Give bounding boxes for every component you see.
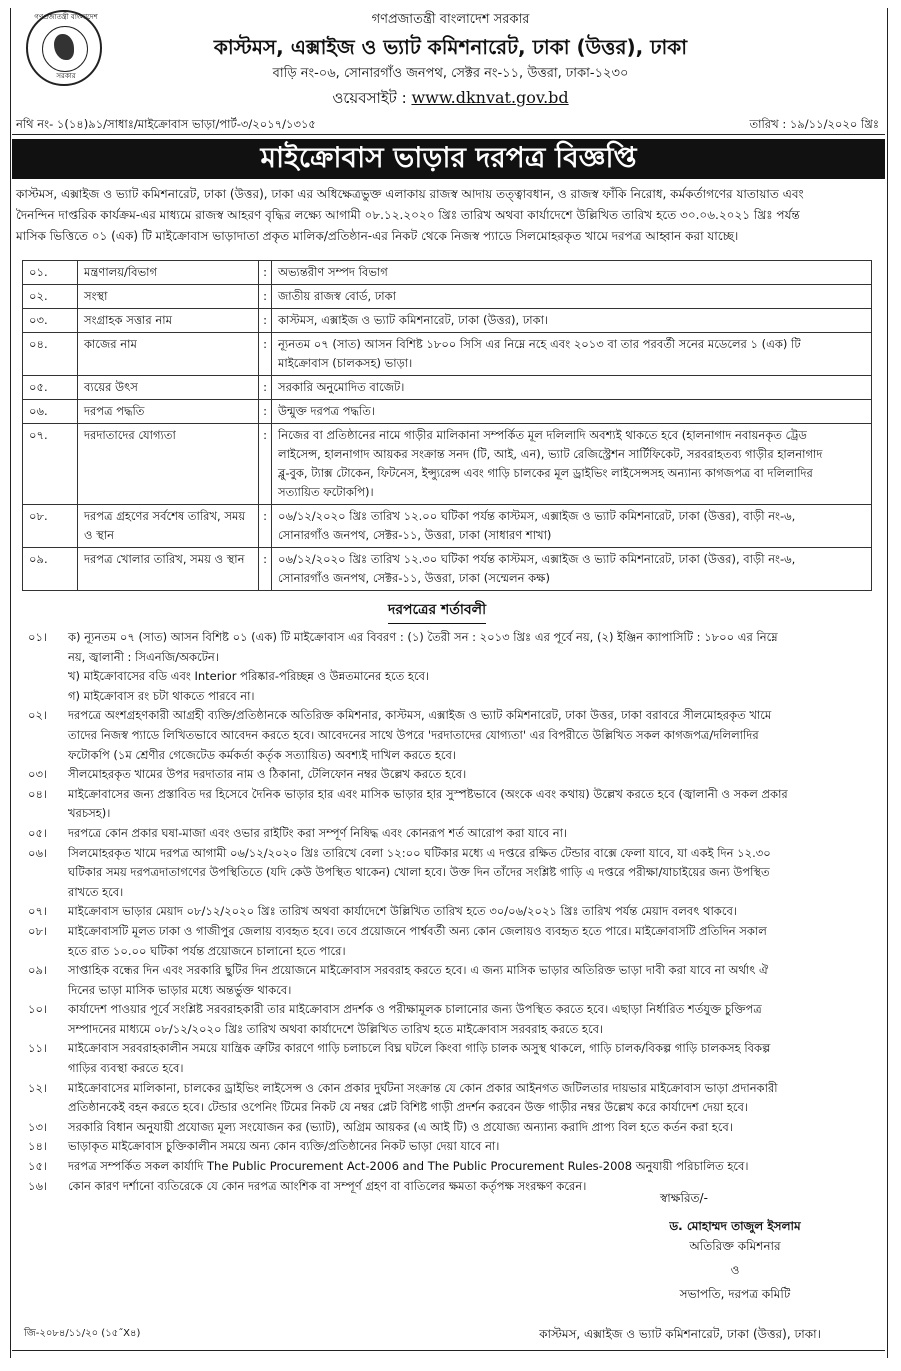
row-colon: :: [259, 548, 272, 591]
term-text: [68, 844, 874, 903]
row-value: [272, 400, 872, 424]
signatory-title: অতিরিক্ত কমিশনার: [689, 1239, 781, 1253]
term-number: ১৫।: [28, 1159, 48, 1174]
row-number: ০২.: [23, 285, 78, 309]
row-value: [272, 424, 872, 505]
term-number: ০৯।: [28, 963, 48, 978]
table-row: [23, 376, 872, 400]
row-value-line: ব্লু-বুক, ট্যাক্স টোকেন, ফিটনেস, ইন্স্যুরেন্স এবং গাড়ি চালকের মূল ড্রাইভিং লাইসেন্সসহ অন্যান্য কাগজপত্র বা দলিলাদির: [278, 466, 813, 480]
term-line: সীলমোহরকৃত খামের উপর দরদাতার নাম ও ঠিকানা, টেলিফোন নম্বর উল্লেখ করতে হবে।: [68, 767, 467, 782]
row-number: ০১.: [23, 261, 78, 285]
term-item: [28, 961, 874, 1000]
term-line: তাদের নিজস্ব প্যাডে লিখিতভাবে আবেদন করতে হবে। আবেদনের সাথে উপরে 'দরদাতাদের যোগ্যতা' এর বিপরীতে উল্লিখিত সকল কাগজপত্র/দলিলাদির: [68, 727, 759, 742]
term-text: [68, 1039, 874, 1078]
term-line: সম্পাদনের মাধ্যমে ০৮/১২/২০২০ খ্রিঃ তারিখ অথবা কার্যাদেশে উল্লিখিত তারিখ হতে মাইক্রোবাস সরবরাহ করতে হবে।: [68, 1021, 604, 1036]
row-value: [272, 505, 872, 548]
term-text: [68, 765, 874, 785]
term-number: ১৪।: [28, 1139, 48, 1154]
term-line: দরপত্রে কোন প্রকার ঘষা-মাজা এবং ওভার রাইটিং করা সম্পূর্ণ নিষিদ্ধ এবং কোনরূপ শর্ত আরোপ করা যাবে না।: [68, 825, 568, 840]
term-item: [28, 1137, 874, 1157]
terms-heading: দরপত্রের শর্তাবলী: [388, 598, 486, 624]
table-row: [23, 285, 872, 309]
row-label: দরদাতাদের যোগ্যতা: [78, 424, 259, 505]
term-line: মাইক্রোবাসের মালিকানা, চালকের ড্রাইভিং লাইসেন্স ও কোন প্রকার দুর্ঘটনা সংক্রান্ত যে কোন প্রকার আইনগত জটিলতার দায়ভার মাইক্রোবাস ভাড়া প্রদানকারী: [68, 1080, 778, 1095]
term-line: গাড়ির ব্যবস্থা করতে হবে।: [68, 1061, 184, 1076]
term-line: ভাড়াকৃত মাইক্রোবাস চুক্তিকালীন সময়ে অন্য কোন ব্যক্তি/প্রতিষ্ঠানের নিকট ভাড়া দেয়া যাবে না।: [68, 1139, 500, 1154]
term-item: [28, 844, 874, 903]
term-text: [68, 1118, 874, 1138]
tender-info-table: [22, 260, 872, 591]
row-value-line: নিজের বা প্রতিষ্ঠানের নামে গাড়ীর মালিকানা সম্পর্কিত মূল দলিলাদি অবশ্যই থাকতে হবে (হালনাগাদ নবায়নকৃত ট্রেড: [278, 428, 807, 442]
term-text: [68, 961, 874, 1000]
term-item: [28, 1079, 874, 1118]
row-value-line: সরকারি অনুমোদিত বাজেট।: [278, 380, 405, 394]
term-text: [68, 824, 874, 844]
term-line: ঘটিকার সময় দরপত্রদাতাগণের উপস্থিতিতে (যদি কেউ উপস্থিত থাকেন) খোলা হবে। উক্ত দিন তাঁদের সংশ্লিষ্ট গাড়ি এ দপ্তরে পরীক্ষা/যাচাইয়ের জন্য উপস্থিত: [68, 865, 770, 880]
term-line: হতে রাত ১০.০০ ঘটিকা পর্যন্ত প্রয়োজনে চালানো হতে পারে।: [68, 943, 346, 958]
row-number: ০৭.: [23, 424, 78, 505]
row-colon: :: [259, 376, 272, 400]
row-value: [272, 333, 872, 376]
row-colon: :: [259, 333, 272, 376]
term-line: প্রতিষ্ঠানকেই বহন করতে হবে। টেন্ডার ওপেনিং টিমের নিকট যে নম্বর প্লেট বিশিষ্ট গাড়ী প্রদর্শন করবেন উক্ত গাড়ীর নম্বর উল্লেখ করে কার্যাদেশ দেয়া হবে।: [68, 1100, 749, 1115]
row-colon: :: [259, 400, 272, 424]
row-label: সংগ্রাহক সত্তার নাম: [78, 309, 259, 333]
row-label: দরপত্র গ্রহণের সর্বশেষ তারিখ, সময় ও স্থান: [78, 505, 259, 548]
notice-banner: [12, 139, 885, 179]
signatory-title-2: সভাপতি, দরপত্র কমিটি: [679, 1287, 791, 1301]
term-number: ০৩।: [28, 767, 48, 782]
term-line: ফটোকপি (১ম শ্রেণীর গেজেটেড কর্মকর্তা কর্তৃক সত্যায়িত) অবশ্যই দাখিল করতে হবে।: [68, 747, 457, 762]
table-row: [23, 505, 872, 548]
row-value-line: মাইক্রোবাস (চালকসহ) ভাড়া।: [278, 356, 413, 370]
row-label: দরপত্র খোলার তারিখ, সময় ও স্থান: [78, 548, 259, 591]
notice-title: মাইক্রোবাস ভাড়ার দরপত্র বিজ্ঞপ্তি: [260, 140, 637, 174]
term-line: সরকারি বিধান অনুযায়ী প্রযোজ্য মূল্য সংযোজন কর (ভ্যাট), অগ্রিম আয়কর (এ আই টি) ও প্রযোজ্য অন্যান্য করাদি প্রাপ্য বিল হতে কর্তন করা হবে।: [68, 1119, 733, 1134]
row-value-line: লাইসেন্স, হালনাগাদ আয়কর সংক্রান্ত সনদ (টি, আই, এন), ভ্যাট রেজিস্ট্রেশন সার্টিফিকেট, সরবরাহতব্য গাড়ীর হালনাগাদ: [278, 447, 823, 461]
row-number: ০৮.: [23, 505, 78, 548]
website-line: [0, 87, 901, 112]
term-text: [68, 1177, 874, 1197]
govt-name: গণপ্রজাতন্ত্রী বাংলাদেশ সরকার: [371, 12, 530, 27]
term-line: মাইক্রোবাসটি মূলত ঢাকা ও গাজীপুর জেলায় ব্যবহৃত হবে। তবে প্রয়োজনে পার্শ্ববর্তী অন্য কোন জেলায়ও ব্যবহৃত হতে পারে। মাইক্রোবাসটি প্রতিদিন সকাল: [68, 923, 767, 938]
row-value-line: উন্মুক্ত দরপত্র পদ্ধতি।: [278, 404, 376, 418]
row-value: [272, 261, 872, 285]
table-row: [23, 261, 872, 285]
office-address: বাড়ি নং-০৬, সোনারগাঁও জনপথ, সেক্টর নং-১১, উত্তরা, ঢাকা-১২৩০: [272, 66, 629, 81]
website-link[interactable]: www.dknvat.gov.bd: [411, 88, 569, 107]
row-colon: :: [259, 261, 272, 285]
term-line: দিনের ভাড়া মাসিক ভাড়ার মধ্যে অন্তর্ভুক্ত থাকবে।: [68, 982, 292, 997]
memo-date: তারিখ : ১৯/১১/২০২০ খ্রিঃ: [749, 117, 879, 131]
seal-text-top: গণপ্রজাতন্ত্রী বাংলাদেশ: [34, 13, 98, 21]
signatory-name: ড. মোহাম্মদ তাজুল ইসলাম: [669, 1219, 801, 1233]
row-label: কাজের নাম: [78, 333, 259, 376]
term-line: দরপত্র সম্পর্কিত সকল কার্যাদি The Public Procurement Act-2006 and The Public Procurement Rules-2008 অনুযায়ী পরিচালিত হবে।: [68, 1159, 749, 1174]
table-row: [23, 333, 872, 376]
row-number: ০৩.: [23, 309, 78, 333]
row-value-line: সোনারগাঁও জনপথ, সেক্টর-১১, উত্তরা, ঢাকা (সাধারণ শাখা): [278, 528, 552, 542]
term-line: কার্যাদেশ পাওয়ার পূর্বে সংশ্লিষ্ট সরবরাহকারী তার মাইক্রোবাস প্রদর্শক ও পরীক্ষামূলক চালানোর জন্য উপস্থিত করতে হবে। এছাড়া নির্ধারিত শর্তযুক্ত চুক্তিপত্র: [68, 1002, 762, 1017]
row-value: [272, 376, 872, 400]
term-text: [68, 922, 874, 961]
term-item: [28, 1177, 874, 1197]
term-line: সিলমোহরকৃত খামে দরপত্র আগামী ০৬/১২/২০২০ খ্রিঃ তারিখে বেলা ১২:০০ ঘটিকার মধ্যে এ দপ্তরে রক্ষিত টেন্ডার বাক্সে ফেলা যাবে, যা একই দিন ১২.৩০: [68, 845, 771, 860]
intro-paragraph: [16, 184, 878, 247]
term-line: মাইক্রোবাস ভাড়ার মেয়াদ ০৮/১২/২০২০ খ্রিঃ তারিখ অথবা কার্যাদেশে উল্লিখিত তারিখ হতে ৩০/০৬/২০২১ খ্রিঃ তারিখ পর্যন্ত মেয়াদ বলবৎ থাকবে।: [68, 904, 737, 919]
term-line: খ) মাইক্রোবাসের বডি এবং Interior পরিষ্কার-পরিচ্ছন্ন ও উন্নতমানের হতে হবে।: [68, 669, 430, 684]
table-row: [23, 309, 872, 333]
term-line: মাইক্রোবাসের জন্য প্রস্তাবিত দর হিসেবে দৈনিক ভাড়ার হার এবং মাসিক ভাড়ার হার সুস্পষ্টভাবে (অংকে এবং কথায়) উল্লেখ করতে হবে (জ্বালানী ও সকল প্রকার: [68, 786, 788, 801]
row-value: [272, 285, 872, 309]
term-number: ০৫।: [28, 825, 48, 840]
term-line: নয়, জ্বালানী : সিএনজি/অকটেন।: [68, 649, 219, 664]
intro-line: কাস্টমস, এক্সাইজ ও ভ্যাট কমিশনারেট, ঢাকা (উত্তর), ঢাকা এর অধিক্ষেত্রভুক্ত এলাকায় রাজস্ব আদায় তত্ত্বাবধান, ও রাজস্ব ফাঁকি নিরোধ, কর্মকর্তাগণের যাতায়াত এবং: [16, 187, 804, 201]
term-item: [28, 824, 874, 844]
row-value-line: কাস্টমস, এক্সাইজ ও ভ্যাট কমিশনারেট, ঢাকা (উত্তর), ঢাকা।: [278, 313, 549, 327]
term-item: [28, 1039, 874, 1078]
term-text: [68, 1079, 874, 1118]
term-number: ০২।: [28, 708, 48, 723]
term-number: ১১।: [28, 1041, 48, 1056]
row-value-line: সোনারগাঁও জনপথ, সেক্টর-১১, উত্তরা, ঢাকা (সম্মেলন কক্ষ): [278, 571, 550, 585]
term-line: ক) ন্যূনতম ০৭ (সাত) আসন বিশিষ্ট ০১ (এক) টি মাইক্রোবাস এর বিবরণ : (১) তৈরী সন : ২০১৩ খ্রিঃ এর পূর্বে নয়, (২) ইঞ্জিন ক্যাপাসিটি : ১৮০০ এর নিম্নে: [68, 630, 778, 644]
row-number: ০৫.: [23, 376, 78, 400]
row-label: সংস্থা: [78, 285, 259, 309]
term-line: খরচসহ)।: [68, 806, 111, 821]
print-code: জি-২০৮৪/১১/২০ (১৫˝X৪): [24, 1328, 141, 1339]
term-number: ০৭।: [28, 904, 48, 919]
intro-line: দৈনন্দিন দাপ্তরিক কার্যক্রম-এর মাধ্যমে রাজস্ব আহরণ বৃদ্ধির লক্ষ্যে আগামী ০৮.১২.২০২০ খ্রিঃ তারিখ অথবা কার্যাদেশে উল্লিখিত তারিখ হতে ৩০.০৬.২০২১ খ্রিঃ পর্যন্ত: [16, 208, 800, 222]
term-number: ১৬।: [28, 1178, 48, 1193]
table-row: [23, 424, 872, 505]
row-value-line: ন্যূনতম ০৭ (সাত) আসন বিশিষ্ট ১৮০০ সিসি এর নিম্নে নহে এবং ২০১৩ বা তার পরবর্তী সনের মডেলের ১ (এক) টি: [278, 337, 801, 351]
intro-line: মাসিক ভিত্তিতে ০১ (এক) টি মাইক্রোবাস ভাড়াদাতা প্রকৃত মালিক/প্রতিষ্ঠান-এর নিকট থেকে নিজস্ব প্যাডে সিলমোহরকৃত খামে দরপত্র আহ্বান করা যাচ্ছে।: [16, 229, 739, 243]
term-item: [28, 706, 874, 765]
term-line: দরপত্রে অংশগ্রহণকারী আগ্রহী ব্যক্তি/প্রতিষ্ঠানকে অতিরিক্ত কমিশনার, কাস্টমস, এক্সাইজ ও ভ্যাট কমিশনারেট, ঢাকা উত্তর, ঢাকা বরাবরে সীলমোহরকৃত খামে: [68, 708, 772, 723]
term-number: ১২।: [28, 1080, 48, 1095]
term-text: [68, 785, 874, 824]
term-item: [28, 785, 874, 824]
term-text: [68, 628, 874, 706]
row-number: ০৪.: [23, 333, 78, 376]
row-colon: :: [259, 285, 272, 309]
row-label: দরপত্র পদ্ধতি: [78, 400, 259, 424]
row-value-line: জাতীয় রাজস্ব বোর্ড, ঢাকা: [278, 289, 396, 303]
terms-list: [28, 628, 874, 1196]
signed-mark: স্বাক্ষরিত/-: [660, 1191, 708, 1205]
term-number: ০৪।: [28, 786, 48, 801]
signatory-org: কাস্টমস, এক্সাইজ ও ভ্যাট কমিশনারেট, ঢাকা (উত্তর), ঢাকা।: [539, 1327, 821, 1341]
term-text: [68, 1137, 874, 1157]
term-line: রাখতে হবে।: [68, 884, 124, 899]
signatory-and: ও: [730, 1263, 740, 1277]
term-line: কোন কারণ দর্শানো ব্যতিরেকে যে কোন দরপত্র আংশিক বা সম্পূর্ণ গ্রহণ বা বাতিলের ক্ষমতা কর্তৃপক্ষ সংরক্ষণ করেন।: [68, 1178, 587, 1193]
row-number: ০৬.: [23, 400, 78, 424]
term-item: [28, 1118, 874, 1138]
term-number: ০৮।: [28, 923, 48, 938]
term-item: [28, 765, 874, 785]
office-name: কাস্টমস, এক্সাইজ ও ভ্যাট কমিশনারেট, ঢাকা (উত্তর), ঢাকা: [213, 35, 688, 59]
row-colon: :: [259, 505, 272, 548]
row-colon: :: [259, 424, 272, 505]
term-number: ০৬।: [28, 845, 48, 860]
term-text: [68, 902, 874, 922]
row-value: [272, 309, 872, 333]
table-row: [23, 548, 872, 591]
table-row: [23, 400, 872, 424]
term-text: [68, 1157, 874, 1177]
term-number: ০১।: [28, 630, 48, 644]
row-colon: :: [259, 309, 272, 333]
term-text: [68, 1000, 874, 1039]
seal-text-bottom: সরকার: [56, 72, 76, 80]
term-item: [28, 902, 874, 922]
row-value-line: সত্যায়িত ফটোকপি)।: [278, 485, 374, 499]
term-item: [28, 1000, 874, 1039]
row-label: ব্যয়ের উৎস: [78, 376, 259, 400]
term-number: ১৩।: [28, 1119, 48, 1134]
website-label: ওয়েবসাইট :: [332, 89, 407, 107]
row-label: মন্ত্রণালয়/বিভাগ: [78, 261, 259, 285]
row-value-line: ০৬/১২/২০২০ খ্রিঃ তারিখ ১২.৩০ ঘটিকা পর্যন্ত কাস্টমস, এক্সাইজ ও ভ্যাট কমিশনারেট, ঢাকা (উত্তর), বাড়ী নং-৬,: [278, 552, 796, 566]
bottom-divider: [12, 1350, 885, 1351]
row-number: ০৯.: [23, 548, 78, 591]
row-value-line: ০৬/১২/২০২০ খ্রিঃ তারিখ ১২.০০ ঘটিকা পর্যন্ত কাস্টমস, এক্সাইজ ও ভ্যাট কমিশনারেট, ঢাকা (উত্তর), বাড়ী নং-৬,: [278, 509, 796, 523]
term-line: গ) মাইক্রোবাস রং চটা থাকতে পারবে না।: [68, 688, 255, 703]
term-item: [28, 922, 874, 961]
term-item: [28, 1157, 874, 1177]
term-item: [28, 628, 874, 706]
term-number: ১০।: [28, 1002, 48, 1017]
term-text: [68, 706, 874, 765]
row-value-line: অভ্যন্তরীণ সম্পদ বিভাগ: [278, 265, 388, 279]
term-line: মাইক্রোবাস সরবরাহকালীন সময়ে যান্ত্রিক ত্রুটির কারণে গাড়ি চলাচলে বিঘ্ন ঘটলে কিংবা গাড়ি চালক অসুস্থ থাকলে, গাড়ি চালক/বিকল্প গাড়ি চালকসহ বিকল্প: [68, 1041, 771, 1056]
memo-number: নথি নং- ১(১৪)৯১/সাধাঃ/মাইক্রোবাস ভাড়া/পার্ট-৩/২০১৭/১৩১৫: [16, 117, 316, 131]
row-value: [272, 548, 872, 591]
term-line: সাপ্তাহিক বন্ধের দিন এবং সরকারি ছুটির দিন প্রয়োজনে মাইক্রোবাস সরবরাহ করতে হবে। এ জন্য মাসিক ভাড়ার অতিরিক্ত ভাড়া দাবী করা যাবে না অর্থাৎ ঐ: [68, 963, 769, 978]
